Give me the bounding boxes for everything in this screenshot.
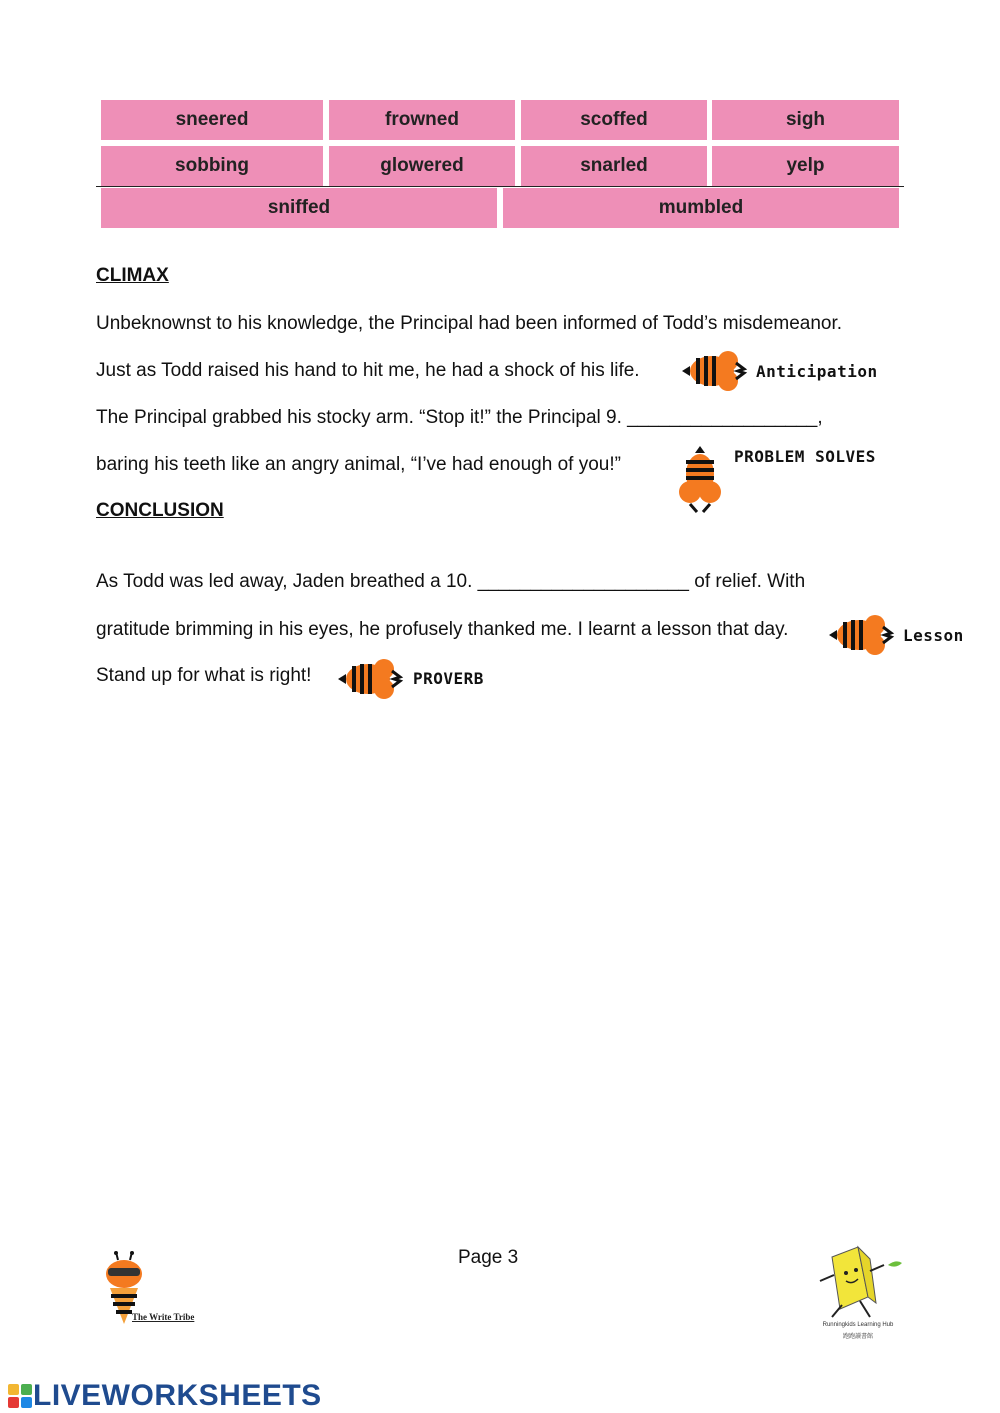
- runningkids-logo-icon: [812, 1245, 904, 1321]
- tag-problem-solves: PROBLEM SOLVES: [734, 447, 876, 466]
- table-divider: [96, 186, 904, 187]
- conclusion-line: As Todd was led away, Jaden breathed a 10. ____________________ of relief. With: [96, 571, 806, 592]
- brand-right-caption: Runningkids Learning Hub: [822, 1322, 894, 1328]
- liveworksheets-logo-icon: [8, 1384, 32, 1408]
- climax-line: baring his teeth like an angry animal, “I’ve had enough of you!”: [96, 454, 621, 475]
- climax-line: The Principal grabbed his stocky arm. “Stop it!” the Principal 9. __________________,: [96, 407, 823, 428]
- word-bank-cell: glowered: [329, 146, 515, 186]
- word-bank-cell: sneered: [101, 100, 323, 140]
- tag-anticipation: Anticipation: [756, 362, 878, 381]
- word-bank-cell: scoffed: [521, 100, 707, 140]
- climax-line: Unbeknownst to his knowledge, the Principal had been informed of Todd’s misdemeanor.: [96, 313, 843, 334]
- tag-proverb: PROVERB: [413, 669, 484, 688]
- bee-icon: [677, 446, 723, 516]
- word-bank-cell: frowned: [329, 100, 515, 140]
- climax-line: Just as Todd raised his hand to hit me, he had a shock of his life.: [96, 360, 640, 381]
- bee-icon: [338, 658, 408, 700]
- climax-heading: CLIMAX: [96, 265, 169, 286]
- liveworksheets-watermark: LIVEWORKSHEETS: [33, 1379, 322, 1412]
- word-bank-cell: sobbing: [101, 146, 323, 186]
- word-bank-cell: sigh: [712, 100, 899, 140]
- word-bank-cell: yelp: [712, 146, 899, 186]
- bee-icon: [682, 350, 752, 392]
- brand-left-caption: The Write Tribe: [132, 1312, 195, 1322]
- word-bank-cell: snarled: [521, 146, 707, 186]
- word-bank-cell: mumbled: [503, 188, 899, 228]
- brand-right-caption-cn: 跑跑讀書館: [842, 1334, 873, 1340]
- conclusion-line: gratitude brimming in his eyes, he profusely thanked me. I learnt a lesson that day.: [96, 619, 789, 640]
- conclusion-heading: CONCLUSION: [96, 500, 224, 521]
- bee-icon: [829, 614, 899, 656]
- word-bank-cell: sniffed: [101, 188, 497, 228]
- conclusion-line: Stand up for what is right!: [96, 665, 312, 686]
- tag-lesson: Lesson: [903, 626, 964, 645]
- page-number: Page 3: [458, 1247, 519, 1268]
